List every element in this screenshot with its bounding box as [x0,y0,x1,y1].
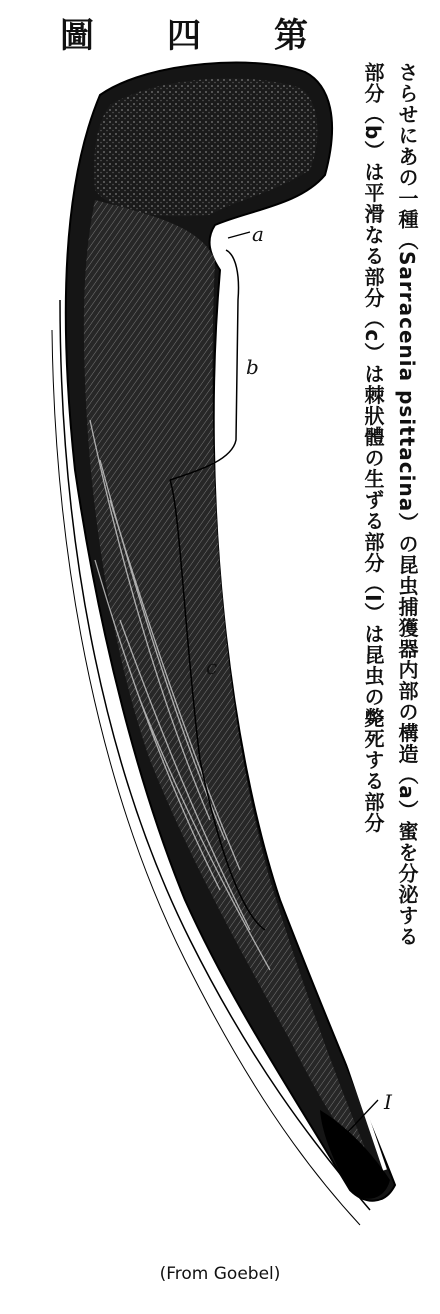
label-a: a [252,222,264,246]
source-credit: (From Goebel) [159,1264,281,1284]
label-I: I [384,1090,392,1114]
caption-line-2: 部分（b）は平滑なる部分（c）は棘狀體の生ずる部分（I）は昆虫の斃死する部分 [361,62,385,834]
leader-a [228,232,250,238]
label-c: c [206,655,218,679]
title-char-3: 第 [274,16,310,56]
caption-line-1: さらせにあの一種（Sarracenia psittacina）の昆虫捕獲器内部の構造（a）蜜を分泌する [395,62,419,947]
title-char-2: 四 [167,16,203,56]
label-b: b [246,355,259,379]
title-char-1: 圖 [60,16,96,56]
